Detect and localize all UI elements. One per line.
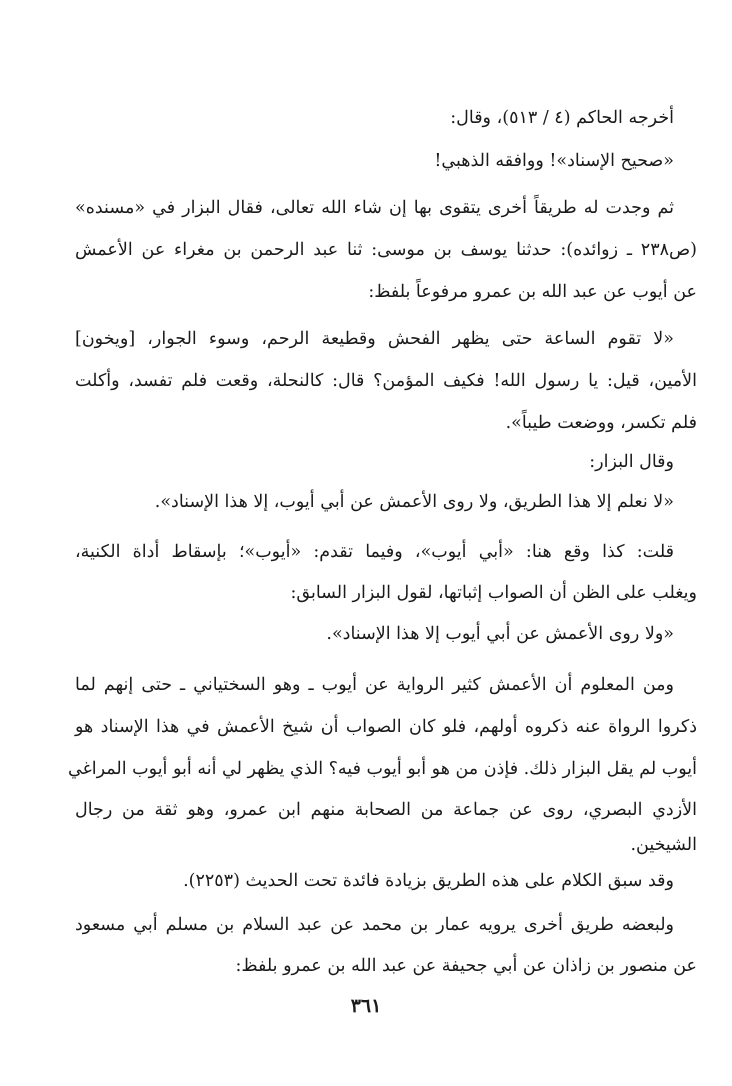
- text-line: «صحيح الإسناد»! ووافقه الذهبي!: [434, 151, 674, 171]
- text-line: أخرجه الحاكم (٤ / ٥١٣)، وقال:: [450, 108, 674, 128]
- text-line: الشيخين.: [630, 835, 697, 855]
- text-line: (ص٢٣٨ ـ زوائده): حدثنا يوسف بن موسى: ثنا عبد الرحمن بن مغراء عن الأعمش: [75, 240, 697, 260]
- page-number: ٣٦١: [350, 995, 382, 1017]
- text-line: وقال البزار:: [589, 452, 674, 472]
- text-line: ثم وجدت له طريقاً أخرى يتقوى بها إن شاء الله تعالى، فقال البزار في «مسنده»: [75, 198, 674, 218]
- text-line: ويغلب على الظن أن الصواب إثباتها، لقول البزار السابق:: [290, 583, 697, 603]
- text-line: ولبعضه طريق أخرى يرويه عمار بن محمد عن عبد السلام بن مسلم أبي مسعود: [75, 915, 674, 935]
- text-line: «لا تقوم الساعة حتى يظهر الفحش وقطيعة الرحم، وسوء الجوار، [ويخون]: [75, 329, 674, 349]
- text-line: «لا نعلم إلا هذا الطريق، ولا روى الأعمش عن أبي أيوب، إلا هذا الإسناد».: [154, 492, 674, 512]
- text-line: ذكروا الرواة عنه ذكروه أولهم، فلو كان الصواب أن شيخ الأعمش في هذا الإسناد هو: [75, 717, 697, 737]
- text-line: قلت: كذا وقع هنا: «أبي أيوب»، وفيما تقدم: «أيوب»؛ بإسقاط أداة الكنية،: [75, 542, 674, 562]
- text-line: الأزدي البصري، روى عن جماعة من الصحابة منهم ابن عمرو، وهو ثقة من رجال: [75, 800, 697, 820]
- text-line: عن أيوب عن عبد الله بن عمرو مرفوعاً بلفظ:: [368, 282, 697, 302]
- text-line: أيوب لم يقل البزار ذلك. فإذن من هو أبو أيوب فيه؟ الذي يظهر لي أنه أبو أيوب المراغي: [68, 759, 697, 779]
- text-line: عن منصور بن زاذان عن أبي جحيفة عن عبد الله بن عمرو بلفظ:: [235, 956, 697, 976]
- text-line: ومن المعلوم أن الأعمش كثير الرواية عن أيوب ـ وهو السختياني ـ حتى إنهم لما: [75, 675, 674, 695]
- text-line: فلم تكسر، ووضعت طيباً».: [505, 413, 697, 433]
- text-line: الأمين، قيل: يا رسول الله! فكيف المؤمن؟ قال: كالنحلة، وقعت فلم تفسد، وأكلت: [75, 371, 697, 391]
- text-line: وقد سبق الكلام على هذه الطريق بزيادة فائدة تحت الحديث (٢٢٥٣).: [183, 871, 674, 891]
- text-line: «ولا روى الأعمش عن أبي أيوب إلا هذا الإسناد».: [326, 624, 674, 644]
